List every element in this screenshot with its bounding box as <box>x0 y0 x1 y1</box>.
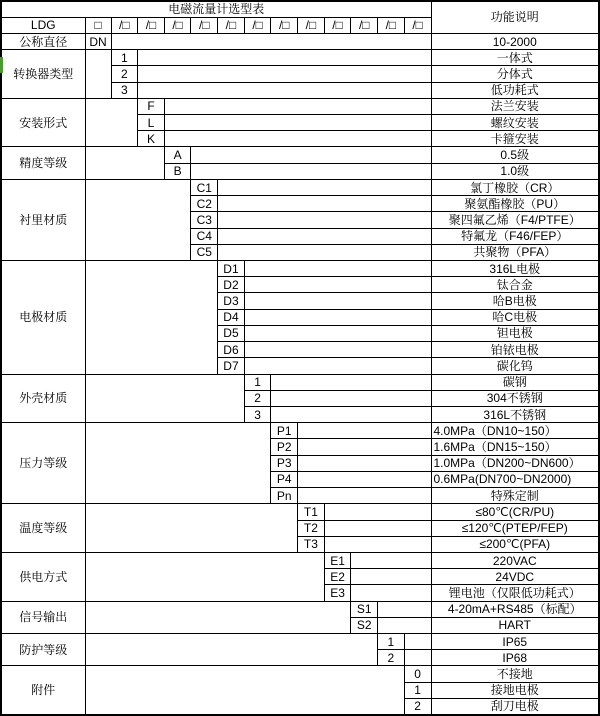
category-label: 防护等级 <box>1 634 85 666</box>
desc-cell: 24VDC <box>431 569 599 585</box>
option-row <box>1 423 599 439</box>
code-cell: D1 <box>218 261 245 277</box>
spacer-cell <box>378 617 431 633</box>
function-description-header: 功能说明 <box>431 1 599 33</box>
code-cell: P2 <box>271 439 298 455</box>
code-cell: 0 <box>404 666 431 682</box>
option-row <box>1 666 599 682</box>
spacer-cell <box>164 98 431 114</box>
spacer-cell <box>138 82 431 98</box>
desc-cell: 钛合金 <box>431 277 599 293</box>
code-cell: P3 <box>271 455 298 471</box>
desc-cell: 接地电极 <box>431 682 599 698</box>
desc-cell: 特氟龙（F46/FEP） <box>431 228 599 244</box>
desc-cell: ≤200℃(PFA) <box>431 536 599 552</box>
desc-cell: 碳化钨 <box>431 358 599 374</box>
option-row <box>1 504 599 520</box>
spacer-cell <box>324 536 431 552</box>
desc-cell: IP68 <box>431 650 599 666</box>
code-cell: C1 <box>191 179 218 195</box>
model-slot-box: /□ <box>138 17 165 33</box>
model-slot-box: /□ <box>298 17 325 33</box>
category-label: 衬里材质 <box>1 179 85 260</box>
option-row <box>1 552 599 568</box>
model-prefix-label: LDG <box>1 17 85 33</box>
model-slot-box: /□ <box>271 17 298 33</box>
code-cell: 2 <box>111 66 138 82</box>
option-row <box>1 50 599 66</box>
model-slot-box: /□ <box>324 17 351 33</box>
desc-cell: 304不锈钢 <box>431 390 599 406</box>
desc-cell: ≤80℃(CR/PU) <box>431 504 599 520</box>
code-cell: Pn <box>271 488 298 504</box>
spacer-cell <box>298 455 431 471</box>
option-row <box>1 634 599 650</box>
spacer-cell <box>85 147 164 179</box>
code-cell: B <box>164 163 191 179</box>
category-label: 附件 <box>1 666 85 715</box>
spacer-cell <box>85 634 378 666</box>
spacer-cell <box>85 98 138 147</box>
desc-cell: 316L电极 <box>431 261 599 277</box>
desc-cell: 螺纹安装 <box>431 115 599 131</box>
desc-cell: 锂电池（仅限低功耗式） <box>431 585 599 601</box>
category-label: 信号输出 <box>1 601 85 633</box>
spacer-cell <box>378 601 431 617</box>
model-slot-box: /□ <box>378 17 405 33</box>
desc-cell: 特殊定制 <box>431 488 599 504</box>
spacer-cell <box>85 666 404 715</box>
category-label: 安装形式 <box>1 98 85 147</box>
code-cell: D5 <box>218 325 245 341</box>
desc-cell: 哈B电极 <box>431 293 599 309</box>
desc-cell: 分体式 <box>431 66 599 82</box>
spacer-cell <box>271 374 431 390</box>
desc-cell: 0.6MPa(DN700~DN2000) <box>431 471 599 487</box>
spacer-cell <box>191 163 431 179</box>
model-slot-box: □ <box>85 17 111 33</box>
desc-cell: 碳钢 <box>431 374 599 390</box>
spacer-cell <box>298 488 431 504</box>
category-label: 温度等级 <box>1 504 85 553</box>
category-label-dn: 公称直径 <box>1 33 85 49</box>
code-cell: 1 <box>111 50 138 66</box>
model-slot-box: /□ <box>164 17 191 33</box>
desc-cell: 哈C电极 <box>431 309 599 325</box>
code-cell: C5 <box>191 244 218 260</box>
code-cell: T2 <box>298 520 325 536</box>
code-cell: D2 <box>218 277 245 293</box>
spacer-cell <box>324 520 431 536</box>
code-cell: 3 <box>111 82 138 98</box>
spacer-cell <box>218 179 431 195</box>
desc-cell: IP65 <box>431 634 599 650</box>
option-row <box>1 98 599 114</box>
spacer-cell <box>85 50 111 99</box>
option-row <box>1 261 599 277</box>
spacer-cell <box>244 342 431 358</box>
spacer-cell <box>85 504 298 553</box>
option-row <box>1 601 599 617</box>
spacer-cell <box>298 439 431 455</box>
spacer-cell <box>351 585 431 601</box>
spacer-cell <box>244 277 431 293</box>
spacer-cell <box>85 552 324 601</box>
spacer-cell <box>244 358 431 374</box>
model-slot-box: /□ <box>244 17 271 33</box>
desc-cell: 卡箍安装 <box>431 131 599 147</box>
model-slot-box: /□ <box>111 17 138 33</box>
desc-cell: 不接地 <box>431 666 599 682</box>
code-cell: D4 <box>218 309 245 325</box>
spacer-cell <box>324 504 431 520</box>
code-cell-dn: DN <box>85 33 111 49</box>
code-cell: C4 <box>191 228 218 244</box>
model-slot-box: /□ <box>218 17 245 33</box>
code-cell: 1 <box>378 634 405 650</box>
category-label: 精度等级 <box>1 147 85 179</box>
option-row <box>1 179 599 195</box>
code-cell: C3 <box>191 212 218 228</box>
spacer-cell <box>218 244 431 260</box>
spacer-cell <box>85 179 191 260</box>
spacer-cell <box>271 390 431 406</box>
code-cell: L <box>138 115 165 131</box>
code-cell: 1 <box>404 682 431 698</box>
desc-cell: 法兰安装 <box>431 98 599 114</box>
desc-cell: 1.6MPa（DN15~150） <box>431 439 599 455</box>
spacer-cell <box>85 374 244 423</box>
category-label: 转换器类型 <box>1 50 85 99</box>
spacer-cell <box>244 261 431 277</box>
code-cell: 2 <box>378 650 405 666</box>
code-cell: D7 <box>218 358 245 374</box>
option-row <box>1 374 599 390</box>
spacer-cell <box>111 33 431 49</box>
code-cell: D3 <box>218 293 245 309</box>
code-cell: F <box>138 98 165 114</box>
spacer-cell <box>164 115 431 131</box>
desc-cell: 共聚物（PFA） <box>431 244 599 260</box>
title-row <box>1 1 599 17</box>
spacer-cell <box>404 650 431 666</box>
desc-cell: 4.0MPa（DN10~150） <box>431 423 599 439</box>
spacer-cell <box>138 50 431 66</box>
model-slot-box: /□ <box>191 17 218 33</box>
spacer-cell <box>404 634 431 650</box>
code-cell: 1 <box>244 374 271 390</box>
desc-cell: 聚四氟乙烯（F4/PTFE） <box>431 212 599 228</box>
spacer-cell <box>271 406 431 422</box>
spacer-cell <box>85 601 351 633</box>
code-cell: 3 <box>244 406 271 422</box>
desc-cell: 1.0MPa（DN200~DN600） <box>431 455 599 471</box>
spacer-cell <box>191 147 431 163</box>
desc-cell: 一体式 <box>431 50 599 66</box>
spacer-cell <box>218 228 431 244</box>
dn-row <box>1 33 599 49</box>
desc-cell: 钽电极 <box>431 325 599 341</box>
code-cell: A <box>164 147 191 163</box>
spacer-cell <box>244 325 431 341</box>
page-title: 电磁流量计选型表 <box>1 1 431 17</box>
desc-cell: 低功耗式 <box>431 82 599 98</box>
code-cell: D6 <box>218 342 245 358</box>
desc-cell: 4-20mA+RS485（标配） <box>431 601 599 617</box>
code-cell: C2 <box>191 196 218 212</box>
spacer-cell <box>85 261 218 375</box>
category-label: 压力等级 <box>1 423 85 504</box>
code-cell: 2 <box>244 390 271 406</box>
code-cell: S2 <box>351 617 378 633</box>
model-slot-box: /□ <box>404 17 431 33</box>
desc-cell: HART <box>431 617 599 633</box>
desc-cell: ≤120℃(PTEP/FEP) <box>431 520 599 536</box>
code-cell: P1 <box>271 423 298 439</box>
spacer-cell <box>351 569 431 585</box>
spacer-cell <box>218 212 431 228</box>
code-cell: E2 <box>324 569 351 585</box>
code-cell: P4 <box>271 471 298 487</box>
spacer-cell <box>298 471 431 487</box>
spacer-cell <box>218 196 431 212</box>
spacer-cell <box>164 131 431 147</box>
desc-cell-dn: 10-2000 <box>431 33 599 49</box>
model-slot-box: /□ <box>351 17 378 33</box>
desc-cell: 铂铱电极 <box>431 342 599 358</box>
desc-cell: 氯丁橡胶（CR） <box>431 179 599 195</box>
code-cell: K <box>138 131 165 147</box>
desc-cell: 刮刀电极 <box>431 698 599 715</box>
code-cell: S1 <box>351 601 378 617</box>
spacer-cell <box>351 552 431 568</box>
spacer-cell <box>244 293 431 309</box>
category-label: 外壳材质 <box>1 374 85 423</box>
code-cell: T1 <box>298 504 325 520</box>
code-cell: E1 <box>324 552 351 568</box>
spacer-cell <box>85 423 271 504</box>
spacer-cell <box>244 309 431 325</box>
code-cell: E3 <box>324 585 351 601</box>
desc-cell: 316L不锈钢 <box>431 406 599 422</box>
category-label: 供电方式 <box>1 552 85 601</box>
spacer-cell <box>298 423 431 439</box>
spacer-cell <box>138 66 431 82</box>
desc-cell: 0.5级 <box>431 147 599 163</box>
option-row <box>1 147 599 163</box>
category-label: 电极材质 <box>1 261 85 375</box>
desc-cell: 聚氨酯橡胶（PU） <box>431 196 599 212</box>
code-cell: 2 <box>404 698 431 715</box>
desc-cell: 220VAC <box>431 552 599 568</box>
desc-cell: 1.0级 <box>431 163 599 179</box>
code-cell: T3 <box>298 536 325 552</box>
